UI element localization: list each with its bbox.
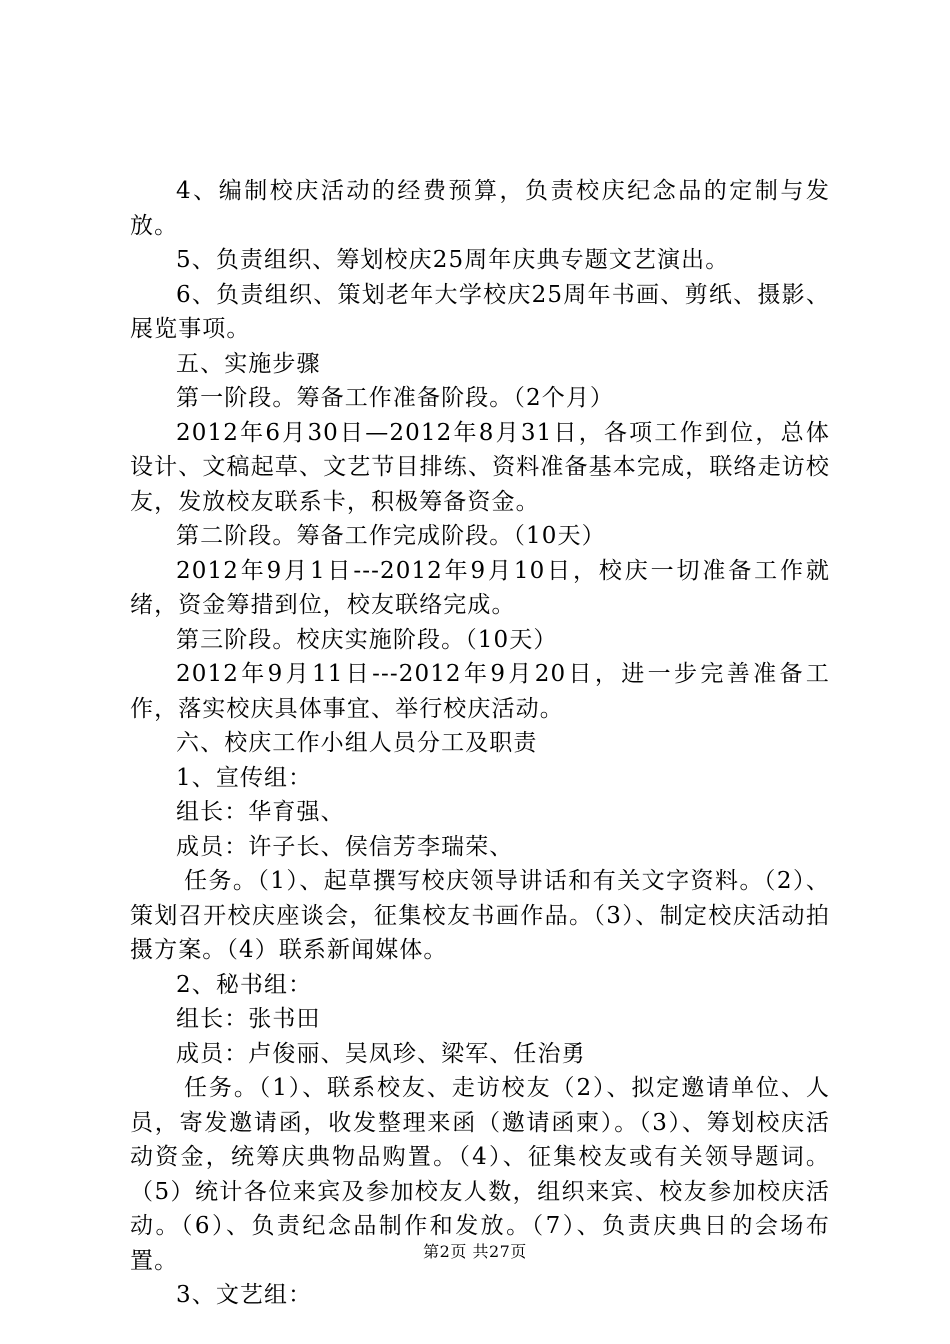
stage-one-detail: 2012年6月30日—2012年8月31日，各项工作到位，总体设计、文稿起草、文艺节目排练、资料准备基本完成，联络走访校友，发放校友联系卡，积极筹备资金。 — [130, 419, 830, 515]
stage-two-heading: 第二阶段。筹备工作完成阶段。（10天） — [176, 523, 606, 549]
secretary-group-tasks: 任务。（1）、联系校友、走访校友（2）、拟定邀请单位、人员，寄发邀请函，收发整理来函（邀请函柬）。（3）、筹划校庆活动资金，统筹庆典物品购置。（4）、征集校友或有关领导题词。（5）统计各位来宾及参加校友人数，组织来宾、校友参加校庆活动。（6）、负责纪念品制作和发放。（7）、负责庆典日的会场布置。 — [130, 1075, 830, 1274]
paragraph-performance: 5、负责组织、筹划校庆25周年庆典专题文艺演出。 — [176, 247, 730, 273]
stage-one-heading: 第一阶段。筹备工作准备阶段。（2个月） — [176, 385, 615, 411]
section-heading-groups: 六、校庆工作小组人员分工及职责 — [176, 730, 538, 756]
section-heading-steps: 五、实施步骤 — [176, 350, 321, 377]
document-body — [130, 174, 830, 1313]
paragraph-exhibition: 6、负责组织、策划老年大学校庆25周年书画、剪纸、摄影、展览事项。 — [130, 281, 830, 342]
arts-group-heading: 3、文艺组： — [176, 1282, 313, 1308]
paragraph-budget: 4、编制校庆活动的经费预算，负责校庆纪念品的定制与发放。 — [130, 178, 830, 239]
page-number-footer: 第2页 共27页 — [423, 1242, 527, 1261]
secretary-group-heading: 2、秘书组： — [176, 971, 313, 998]
publicity-group-members: 成员：许子长、侯信芳李瑞荣、 — [176, 833, 514, 860]
secretary-group-members: 成员：卢俊丽、吴凤珍、梁军、任治勇 — [176, 1040, 586, 1067]
publicity-group-heading: 1、宣传组： — [176, 764, 313, 791]
secretary-group-leader: 组长：张书田 — [176, 1006, 321, 1032]
stage-two-detail: 2012年9月1日---2012年9月10日，校庆一切准备工作就绪，资金筹措到位，校友联络完成。 — [130, 557, 830, 618]
publicity-group-tasks: 任务。（1）、起草撰写校庆领导讲话和有关文字资料。（2）、策划召开校庆座谈会，征集校友书画作品。（3）、制定校庆活动拍摄方案。（4）联系新闻媒体。 — [130, 868, 830, 963]
publicity-group-leader: 组长：华育强、 — [176, 799, 345, 825]
stage-three-detail: 2012年9月11日---2012年9月20日，进一步完善准备工作，落实校庆具体事宜、举行校庆活动。 — [130, 661, 830, 722]
stage-three-heading: 第三阶段。校庆实施阶段。（10天） — [176, 626, 558, 653]
